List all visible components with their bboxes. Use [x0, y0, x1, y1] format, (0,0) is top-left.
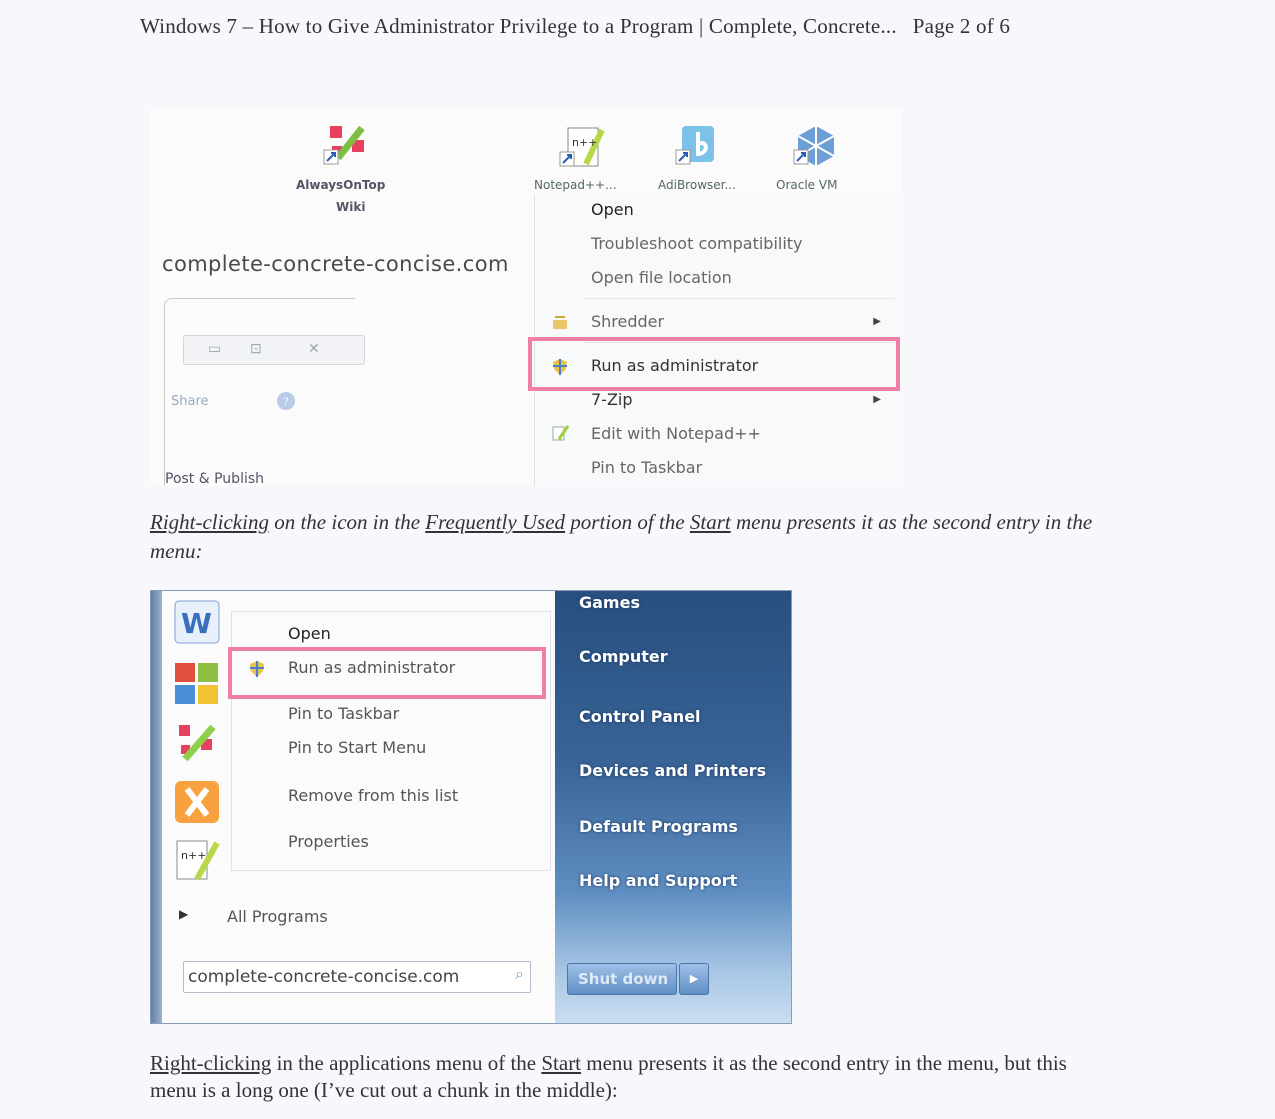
right-item-devices-printers[interactable]: Devices and Printers	[579, 761, 767, 780]
svg-text:n++: n++	[181, 849, 207, 862]
menu-item-open[interactable]: Open	[288, 624, 331, 643]
submenu-arrow-icon: ▶	[873, 316, 881, 327]
post-publish-label[interactable]: Post & Publish	[165, 471, 265, 486]
window-controls	[183, 335, 365, 365]
right-item-help-support[interactable]: Help and Support	[579, 871, 738, 890]
menu-item-open-file-location[interactable]: Open file location	[591, 268, 732, 287]
background-window	[164, 298, 355, 486]
help-icon[interactable]: ?	[277, 392, 295, 410]
start-menu-screenshot	[150, 590, 792, 1024]
alwaysontop-icon[interactable]	[322, 120, 374, 166]
shutdown-options-arrow-icon[interactable]: ▶	[679, 963, 709, 995]
highlight-box	[528, 337, 900, 391]
paragraph-2	[150, 1050, 1110, 1104]
menu-item-run-as-admin[interactable]: Run as administrator	[288, 658, 456, 677]
menu-separator	[583, 298, 895, 299]
xampp-icon[interactable]	[173, 779, 221, 825]
underlined-term: Start	[541, 1051, 582, 1075]
menu-item-troubleshoot[interactable]: Troubleshoot compatibility	[591, 234, 803, 253]
search-text: complete-concrete-concise.com	[188, 967, 460, 987]
shredder-icon	[551, 314, 569, 332]
virtualbox-icon[interactable]	[790, 122, 842, 168]
word-icon[interactable]	[173, 599, 221, 645]
notepadpp-icon[interactable]	[556, 124, 608, 170]
menu-item-pin-taskbar[interactable]: Pin to Taskbar	[288, 704, 400, 723]
submenu-arrow-icon: ▶	[873, 394, 881, 405]
right-item-games[interactable]: Games	[579, 593, 640, 612]
minimize-icon[interactable]: ▭	[208, 342, 222, 357]
desktop-context-menu-screenshot	[150, 108, 902, 486]
right-item-default-programs[interactable]: Default Programs	[579, 817, 738, 836]
menu-item-shredder[interactable]: Shredder	[591, 312, 665, 331]
menu-item-remove-from-list[interactable]: Remove from this list	[288, 786, 459, 805]
menu-item-7zip[interactable]: 7-Zip	[591, 390, 633, 409]
text-span: menu presents it as the second entry in the menu, but this menu is a long one (I’ve cut out a chunk in the middle):	[150, 1051, 1067, 1102]
alwaysontop-icon[interactable]	[173, 719, 221, 765]
search-input[interactable]	[183, 961, 531, 993]
desktop-label: Oracle VM	[776, 178, 838, 192]
text-span: on the icon in the	[268, 510, 426, 534]
notepad-icon	[551, 424, 569, 442]
window-edge	[151, 591, 162, 1023]
underlined-term: Start	[689, 510, 731, 534]
underlined-term: Frequently Used	[425, 510, 566, 534]
menu-item-open[interactable]: Open	[591, 200, 634, 219]
desktop-label: Notepad++...	[534, 178, 617, 192]
text-span: in the applications menu of the	[271, 1051, 542, 1075]
search-icon[interactable]: ⌕	[515, 966, 524, 983]
shutdown-label: Shut down	[578, 970, 669, 988]
svg-text:n++: n++	[572, 136, 598, 149]
header-title: Windows 7 – How to Give Administrator Privilege to a Program | Complete, Concrete...	[140, 14, 897, 38]
right-item-computer[interactable]: Computer	[579, 647, 668, 666]
page-header	[140, 14, 1010, 39]
underlined-term: Right-clicking	[150, 510, 269, 534]
windows-logo-icon[interactable]	[173, 661, 221, 707]
maximize-icon[interactable]: ⊡	[250, 342, 262, 357]
menu-item-pin-taskbar[interactable]: Pin to Taskbar	[591, 458, 703, 477]
start-menu-right-pane	[555, 591, 791, 1023]
highlight-box	[228, 647, 546, 699]
underlined-term: Right-clicking	[150, 1051, 272, 1075]
menu-item-properties[interactable]: Properties	[288, 832, 369, 851]
text-span: portion of the	[565, 510, 690, 534]
all-programs[interactable]: All Programs	[227, 907, 328, 926]
watermark: complete-concrete-concise.com	[162, 252, 509, 276]
desktop-label: Wiki	[336, 200, 366, 214]
adibrowser-icon[interactable]	[672, 122, 724, 168]
svg-text:W: W	[181, 607, 212, 640]
page-number: Page 2 of 6	[912, 14, 1011, 38]
menu-item-pin-start-menu[interactable]: Pin to Start Menu	[288, 738, 427, 757]
menu-item-edit-notepad[interactable]: Edit with Notepad++	[591, 424, 761, 443]
window-share-label: Share	[171, 394, 209, 409]
all-programs-arrow-icon: ▶	[179, 907, 189, 921]
menu-item-run-as-admin[interactable]: Run as administrator	[591, 356, 759, 375]
text-span: menu presents it as the second entry in the menu:	[150, 510, 1093, 563]
shutdown-button[interactable]	[567, 963, 677, 995]
notepadpp-icon[interactable]	[173, 837, 221, 883]
right-item-control-panel[interactable]: Control Panel	[579, 707, 701, 726]
start-menu-left-pane	[151, 591, 555, 1023]
desktop-label: AlwaysOnTop	[296, 178, 386, 192]
desktop-label: AdiBrowser...	[658, 178, 736, 192]
paragraph-1	[150, 508, 1110, 566]
close-icon[interactable]: ✕	[308, 342, 320, 357]
